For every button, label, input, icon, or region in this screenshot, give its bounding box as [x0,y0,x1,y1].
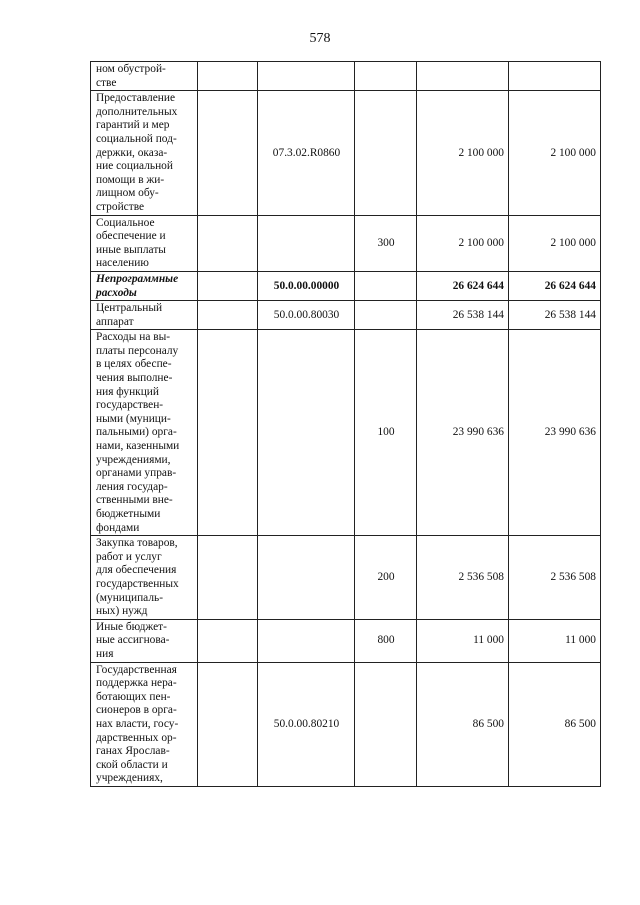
expense-name-cell: Расходы на вы- платы персоналу в целях обеспе- чения выполне- ния функций государствен- ными (муници- пальными) орга- нами, казенными учреждениями, органами управ- ления государ- ственными вне- бюджетными фондами [91,330,198,536]
table-row [91,330,601,536]
expense-name-cell: Иные бюджет- ные ассигнова- ния [91,619,198,662]
amount-year2-cell: 2 536 508 [509,536,601,620]
expense-name-cell: Предоставление дополнительных гарантий и мер социальной под- держки, оказа- ние социальной помощи в жи- лищном обу- стройстве [91,91,198,215]
section-cell [198,62,258,91]
target-code-cell [258,215,355,271]
section-cell [198,91,258,215]
expense-name-cell: Непрограммные расходы [91,271,198,300]
amount-year1-cell: 23 990 636 [417,330,509,536]
table-row [91,301,601,330]
amount-year1-cell: 26 538 144 [417,301,509,330]
expense-type-cell [355,301,417,330]
expense-name-cell: Государственная поддержка нера- ботающих пен- сионеров в орга- нах власти, госу- дарственных ор- ганах Ярослав- ской области и учреждениях, [91,662,198,786]
section-cell [198,536,258,620]
section-cell [198,330,258,536]
target-code-cell [258,536,355,620]
amount-year2-cell: 2 100 000 [509,215,601,271]
target-code-cell [258,330,355,536]
amount-year2-cell [509,62,601,91]
expense-type-cell [355,271,417,300]
amount-year2-cell: 26 538 144 [509,301,601,330]
amount-year2-cell: 2 100 000 [509,91,601,215]
target-code-cell [258,619,355,662]
expense-type-cell [355,662,417,786]
expense-name-cell: Центральный аппарат [91,301,198,330]
target-code-cell: 50.0.00.80210 [258,662,355,786]
table-row [91,619,601,662]
amount-year2-cell: 11 000 [509,619,601,662]
section-cell [198,619,258,662]
expense-name-cell: Закупка товаров, работ и услуг для обеспечения государственных (муниципаль- ных) нужд [91,536,198,620]
expense-type-cell: 100 [355,330,417,536]
amount-year1-cell: 86 500 [417,662,509,786]
table-row [91,62,601,91]
amount-year1-cell: 11 000 [417,619,509,662]
amount-year2-cell: 86 500 [509,662,601,786]
expense-name-cell: ном обустрой- стве [91,62,198,91]
budget-table [90,61,601,787]
target-code-cell: 50.0.00.80030 [258,301,355,330]
table-row [91,271,601,300]
target-code-cell [258,62,355,91]
amount-year2-cell: 26 624 644 [509,271,601,300]
amount-year1-cell [417,62,509,91]
expense-type-cell: 200 [355,536,417,620]
target-code-cell: 50.0.00.00000 [258,271,355,300]
expense-type-cell [355,91,417,215]
expense-name-cell: Социальное обеспечение и иные выплаты населению [91,215,198,271]
section-cell [198,301,258,330]
section-cell [198,271,258,300]
amount-year1-cell: 2 100 000 [417,91,509,215]
page-number: 578 [309,31,331,46]
amount-year1-cell: 2 536 508 [417,536,509,620]
amount-year2-cell: 23 990 636 [509,330,601,536]
amount-year1-cell: 26 624 644 [417,271,509,300]
table-row [91,91,601,215]
expense-type-cell: 300 [355,215,417,271]
section-cell [198,215,258,271]
expense-type-cell [355,62,417,91]
table-row [91,662,601,786]
table-row [91,215,601,271]
section-cell [198,662,258,786]
amount-year1-cell: 2 100 000 [417,215,509,271]
table-row [91,536,601,620]
target-code-cell: 07.3.02.R0860 [258,91,355,215]
expense-type-cell: 800 [355,619,417,662]
